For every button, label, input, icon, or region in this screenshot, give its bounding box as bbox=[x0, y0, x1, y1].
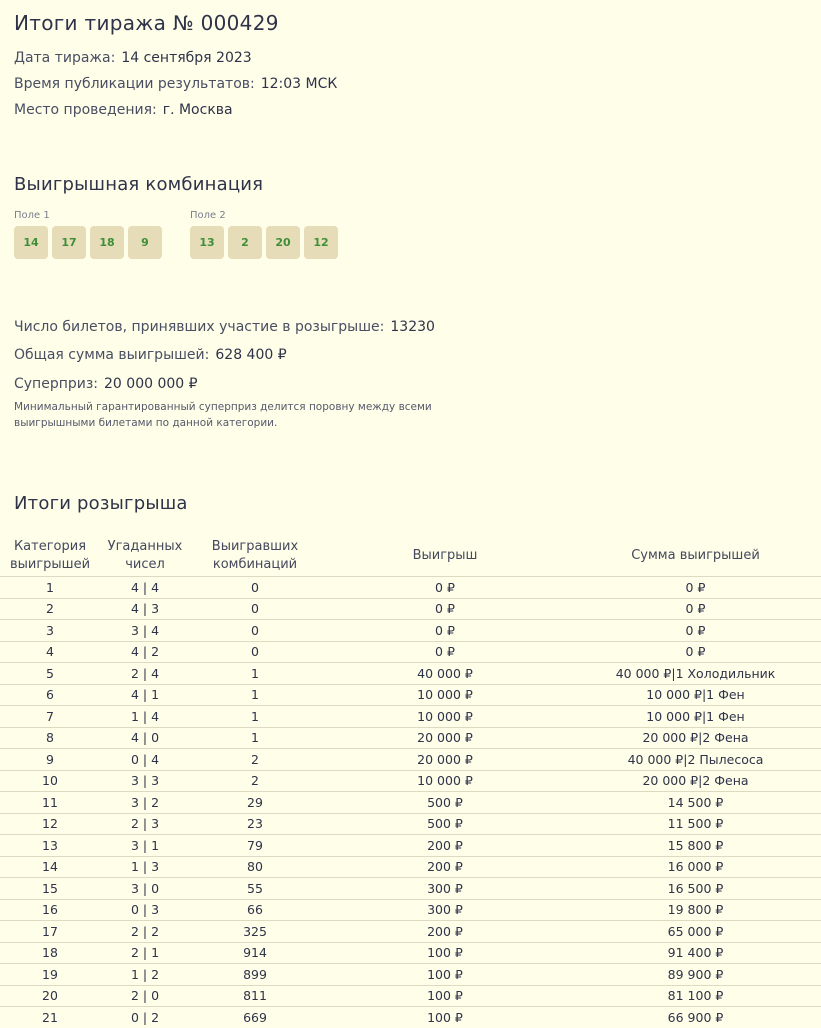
superprize bbox=[14, 376, 198, 392]
total-cell: 20 000 ₽|2 Фена bbox=[570, 727, 821, 749]
table-row bbox=[0, 856, 821, 878]
table-row bbox=[0, 878, 821, 900]
category-cell: 10 bbox=[0, 770, 100, 792]
combination-title: Выигрышная комбинация bbox=[14, 174, 264, 195]
prize-cell: 500 ₽ bbox=[320, 792, 570, 814]
total-cell: 0 ₽ bbox=[570, 577, 821, 599]
table-row bbox=[0, 964, 821, 986]
field1-label: Поле 1 bbox=[14, 210, 50, 221]
table-row bbox=[0, 792, 821, 814]
prize-cell: 100 ₽ bbox=[320, 942, 570, 964]
table-row bbox=[0, 899, 821, 921]
guessed-cell: 0 | 4 bbox=[100, 749, 190, 771]
guessed-cell: 1 | 2 bbox=[100, 964, 190, 986]
winners-cell: 79 bbox=[190, 835, 320, 857]
guessed-cell: 2 | 2 bbox=[100, 921, 190, 943]
prize-cell: 20 000 ₽ bbox=[320, 749, 570, 771]
results-table bbox=[0, 536, 821, 1028]
table-row bbox=[0, 620, 821, 642]
total-cell: 40 000 ₽|1 Холодильник bbox=[570, 663, 821, 685]
field1-ball: 9 bbox=[128, 226, 162, 259]
guessed-cell: 0 | 3 bbox=[100, 899, 190, 921]
total-winnings bbox=[14, 347, 287, 363]
prize-cell: 100 ₽ bbox=[320, 1007, 570, 1028]
total-cell: 16 000 ₽ bbox=[570, 856, 821, 878]
winners-cell: 325 bbox=[190, 921, 320, 943]
category-cell: 14 bbox=[0, 856, 100, 878]
total-cell: 11 500 ₽ bbox=[570, 813, 821, 835]
winners-cell: 80 bbox=[190, 856, 320, 878]
draw-place-label: Место проведения: bbox=[14, 102, 157, 118]
col-prize: Выигрыш bbox=[412, 548, 478, 563]
guessed-cell: 2 | 0 bbox=[100, 985, 190, 1007]
total-cell: 66 900 ₽ bbox=[570, 1007, 821, 1028]
prize-cell: 0 ₽ bbox=[320, 641, 570, 663]
guessed-cell: 2 | 1 bbox=[100, 942, 190, 964]
table-row bbox=[0, 706, 821, 728]
prize-cell: 10 000 ₽ bbox=[320, 770, 570, 792]
prize-cell: 200 ₽ bbox=[320, 835, 570, 857]
results-title: Итоги розыгрыша bbox=[14, 493, 188, 514]
table-row bbox=[0, 835, 821, 857]
winners-cell: 66 bbox=[190, 899, 320, 921]
winners-cell: 2 bbox=[190, 749, 320, 771]
category-cell: 21 bbox=[0, 1007, 100, 1028]
winners-cell: 2 bbox=[190, 770, 320, 792]
prize-cell: 100 ₽ bbox=[320, 964, 570, 986]
results-table-body bbox=[0, 577, 821, 1028]
category-cell: 6 bbox=[0, 684, 100, 706]
total-cell: 20 000 ₽|2 Фена bbox=[570, 770, 821, 792]
guessed-cell: 4 | 1 bbox=[100, 684, 190, 706]
winners-cell: 55 bbox=[190, 878, 320, 900]
winners-cell: 1 bbox=[190, 727, 320, 749]
category-cell: 8 bbox=[0, 727, 100, 749]
publish-time bbox=[14, 76, 337, 92]
total-cell: 10 000 ₽|1 Фен bbox=[570, 684, 821, 706]
field2-ball: 12 bbox=[304, 226, 338, 259]
field1-ball: 18 bbox=[90, 226, 124, 259]
field2-ball: 13 bbox=[190, 226, 224, 259]
prize-cell: 10 000 ₽ bbox=[320, 706, 570, 728]
table-row bbox=[0, 1007, 821, 1028]
table-row bbox=[0, 813, 821, 835]
winners-cell: 0 bbox=[190, 577, 320, 599]
prize-cell: 300 ₽ bbox=[320, 878, 570, 900]
prize-cell: 100 ₽ bbox=[320, 985, 570, 1007]
draw-date bbox=[14, 50, 252, 66]
col-guessed: Угаданных чисел bbox=[107, 539, 183, 572]
publish-time-value: 12:03 МСК bbox=[260, 76, 338, 92]
table-row bbox=[0, 921, 821, 943]
col-winners: Выигравших комбинаций bbox=[211, 539, 299, 572]
col-category: Категория выигрышей bbox=[9, 539, 91, 572]
tickets-count bbox=[14, 319, 435, 335]
table-row bbox=[0, 942, 821, 964]
winners-cell: 0 bbox=[190, 620, 320, 642]
table-row bbox=[0, 663, 821, 685]
total-winnings-value: 628 400 ₽ bbox=[215, 347, 287, 363]
prize-cell: 40 000 ₽ bbox=[320, 663, 570, 685]
table-row bbox=[0, 598, 821, 620]
guessed-cell: 3 | 1 bbox=[100, 835, 190, 857]
guessed-cell: 3 | 2 bbox=[100, 792, 190, 814]
field1-ball: 17 bbox=[52, 226, 86, 259]
field2-label: Поле 2 bbox=[190, 210, 226, 221]
category-cell: 2 bbox=[0, 598, 100, 620]
winners-cell: 811 bbox=[190, 985, 320, 1007]
total-cell: 10 000 ₽|1 Фен bbox=[570, 706, 821, 728]
total-cell: 0 ₽ bbox=[570, 641, 821, 663]
guessed-cell: 4 | 0 bbox=[100, 727, 190, 749]
guessed-cell: 1 | 4 bbox=[100, 706, 190, 728]
prize-cell: 300 ₽ bbox=[320, 899, 570, 921]
category-cell: 7 bbox=[0, 706, 100, 728]
winners-cell: 0 bbox=[190, 641, 320, 663]
total-cell: 89 900 ₽ bbox=[570, 964, 821, 986]
superprize-note: Минимальный гарантированный суперприз делится поровну между всеми выигрышными билетами по данной категории. bbox=[14, 401, 432, 429]
prize-cell: 0 ₽ bbox=[320, 577, 570, 599]
winners-cell: 29 bbox=[190, 792, 320, 814]
total-cell: 0 ₽ bbox=[570, 598, 821, 620]
superprize-value: 20 000 000 ₽ bbox=[104, 376, 198, 392]
prize-cell: 20 000 ₽ bbox=[320, 727, 570, 749]
table-row bbox=[0, 641, 821, 663]
table-row bbox=[0, 749, 821, 771]
category-cell: 3 bbox=[0, 620, 100, 642]
winners-cell: 899 bbox=[190, 964, 320, 986]
winners-cell: 669 bbox=[190, 1007, 320, 1028]
guessed-cell: 2 | 3 bbox=[100, 813, 190, 835]
prize-cell: 500 ₽ bbox=[320, 813, 570, 835]
table-row bbox=[0, 727, 821, 749]
guessed-cell: 4 | 2 bbox=[100, 641, 190, 663]
publish-time-label: Время публикации результатов: bbox=[14, 76, 255, 92]
category-cell: 19 bbox=[0, 964, 100, 986]
prize-cell: 200 ₽ bbox=[320, 921, 570, 943]
total-cell: 81 100 ₽ bbox=[570, 985, 821, 1007]
guessed-cell: 3 | 4 bbox=[100, 620, 190, 642]
category-cell: 12 bbox=[0, 813, 100, 835]
winners-cell: 914 bbox=[190, 942, 320, 964]
category-cell: 11 bbox=[0, 792, 100, 814]
winners-cell: 1 bbox=[190, 684, 320, 706]
field1-ball: 14 bbox=[14, 226, 48, 259]
winners-cell: 1 bbox=[190, 663, 320, 685]
tickets-count-label: Число билетов, принявших участие в розыгрыше: bbox=[14, 319, 385, 335]
prize-cell: 0 ₽ bbox=[320, 598, 570, 620]
category-cell: 9 bbox=[0, 749, 100, 771]
page-title: Итоги тиража № 000429 bbox=[14, 11, 279, 35]
prize-cell: 200 ₽ bbox=[320, 856, 570, 878]
category-cell: 16 bbox=[0, 899, 100, 921]
total-cell: 91 400 ₽ bbox=[570, 942, 821, 964]
guessed-cell: 2 | 4 bbox=[100, 663, 190, 685]
total-cell: 14 500 ₽ bbox=[570, 792, 821, 814]
category-cell: 4 bbox=[0, 641, 100, 663]
category-cell: 5 bbox=[0, 663, 100, 685]
table-row bbox=[0, 684, 821, 706]
category-cell: 1 bbox=[0, 577, 100, 599]
draw-place-value: г. Москва bbox=[162, 102, 233, 118]
guessed-cell: 3 | 0 bbox=[100, 878, 190, 900]
table-row bbox=[0, 770, 821, 792]
guessed-cell: 3 | 3 bbox=[100, 770, 190, 792]
draw-date-value: 14 сентября 2023 bbox=[121, 50, 252, 66]
prize-cell: 10 000 ₽ bbox=[320, 684, 570, 706]
total-cell: 16 500 ₽ bbox=[570, 878, 821, 900]
guessed-cell: 4 | 4 bbox=[100, 577, 190, 599]
table-header-row bbox=[0, 536, 821, 577]
draw-date-label: Дата тиража: bbox=[14, 50, 116, 66]
superprize-label: Суперприз: bbox=[14, 376, 99, 392]
category-cell: 18 bbox=[0, 942, 100, 964]
total-cell: 65 000 ₽ bbox=[570, 921, 821, 943]
guessed-cell: 0 | 2 bbox=[100, 1007, 190, 1028]
draw-place bbox=[14, 102, 233, 118]
field2-ball: 2 bbox=[228, 226, 262, 259]
tickets-count-value: 13230 bbox=[390, 319, 435, 335]
table-row bbox=[0, 985, 821, 1007]
guessed-cell: 1 | 3 bbox=[100, 856, 190, 878]
table-row bbox=[0, 577, 821, 599]
total-cell: 0 ₽ bbox=[570, 620, 821, 642]
category-cell: 15 bbox=[0, 878, 100, 900]
guessed-cell: 4 | 3 bbox=[100, 598, 190, 620]
winners-cell: 1 bbox=[190, 706, 320, 728]
winners-cell: 23 bbox=[190, 813, 320, 835]
total-cell: 19 800 ₽ bbox=[570, 899, 821, 921]
total-winnings-label: Общая сумма выигрышей: bbox=[14, 347, 210, 363]
total-cell: 15 800 ₽ bbox=[570, 835, 821, 857]
category-cell: 20 bbox=[0, 985, 100, 1007]
winners-cell: 0 bbox=[190, 598, 320, 620]
col-total: Сумма выигрышей bbox=[631, 548, 760, 563]
category-cell: 13 bbox=[0, 835, 100, 857]
prize-cell: 0 ₽ bbox=[320, 620, 570, 642]
category-cell: 17 bbox=[0, 921, 100, 943]
total-cell: 40 000 ₽|2 Пылесоса bbox=[570, 749, 821, 771]
field2-ball: 20 bbox=[266, 226, 300, 259]
